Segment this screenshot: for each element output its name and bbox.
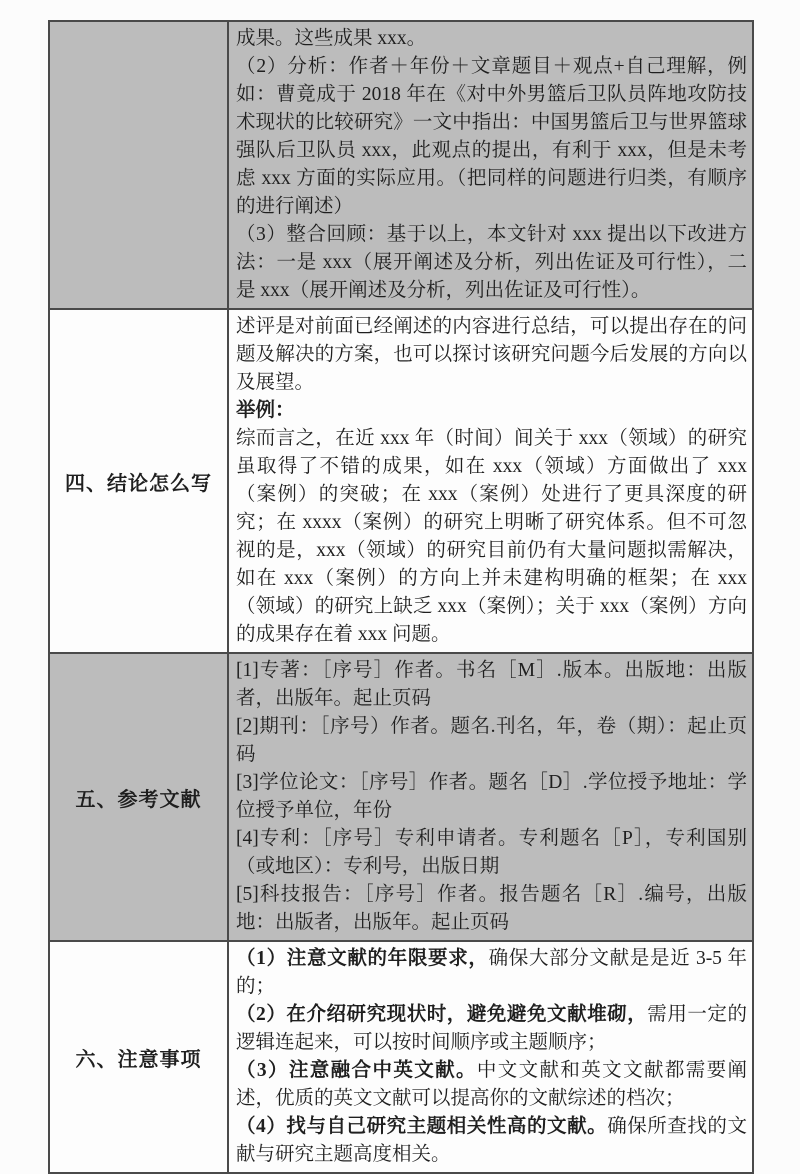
text-run: [4]专利：［序号］专利申请者。专利题名［P］，专利国别（或地区）：专利号，出版日期 bbox=[236, 828, 747, 877]
text-run: 中文文献和英文文献都需要阐述，优质的英文文献可以提高你的文献综述的档次； bbox=[236, 1060, 747, 1109]
paragraph bbox=[236, 713, 747, 769]
paragraph bbox=[236, 425, 747, 649]
row-content-cell bbox=[228, 21, 753, 309]
table-body bbox=[49, 21, 753, 1173]
literature-review-table bbox=[48, 20, 754, 1174]
paragraph bbox=[236, 1113, 747, 1169]
text-run: [3]学位论文：［序号］作者。题名［D］.学位授予地址：学位授予单位，年份 bbox=[236, 772, 747, 821]
paragraph bbox=[236, 881, 747, 937]
row-header-cell bbox=[49, 653, 228, 941]
paragraph bbox=[236, 1001, 747, 1057]
paragraph bbox=[236, 769, 747, 825]
text-run: 确保大部分文献是是近 3-5 年的； bbox=[236, 948, 747, 997]
row-header-cell bbox=[49, 21, 228, 309]
text-run: （3）整合回顾：基于以上，本文针对 xxx 提出以下改进方法：一是 xxx（展开阐述及分析，列出佐证及可行性），二是 xxx（展开阐述及分析，列出佐证及可行性）。 bbox=[236, 224, 747, 301]
text-run: 确保所查找的文献与研究主题高度相关。 bbox=[236, 1116, 747, 1165]
row-header-label: 六、注意事项 bbox=[75, 1048, 202, 1071]
paragraph bbox=[236, 657, 747, 713]
text-run: （2）分析：作者＋年份＋文章题目＋观点+自己理解，例如：曹竟成于 2018 年在《对中外男篮后卫队员阵地攻防技术现状的比较研究》一文中指出：中国男篮后卫与世界篮球强队后卫队员 xxx，此观点的提出，有利于 xxx，但是未考虑 xxx 方面的实际应用。（把同样的问题进行归类，有顺序的进行阐述） bbox=[236, 56, 747, 217]
bold-text-run: （2）在介绍研究现状时，避免避免文献堆砌， bbox=[236, 1004, 648, 1025]
text-run: 成果。这些成果 xxx。 bbox=[236, 28, 427, 49]
paragraph bbox=[236, 25, 747, 53]
text-run: [2]期刊：［序号）作者。题名.刊名，年，卷（期）：起止页码 bbox=[236, 716, 747, 765]
text-run: 需用一定的逻辑连起来，可以按时间顺序或主题顺序； bbox=[236, 1004, 747, 1053]
text-run: 述评是对前面已经阐述的内容进行总结，可以提出存在的问题及解决的方案，也可以探讨该研究问题今后发展的方向以及展望。 bbox=[236, 316, 747, 393]
bold-text-run: （1）注意文献的年限要求， bbox=[236, 948, 489, 969]
row-content-cell bbox=[228, 941, 753, 1173]
text-run: 综而言之，在近 xxx 年（时间）间关于 xxx（领域）的研究虽取得了不错的成果，如在 xxx（领域）方面做出了 xxx（案例）的突破；在 xxx（案例）处进行了更具深度的研究；在 xxxx（案例）的研究上明晰了研究体系。但不可忽视的是，xxx（领域）的研究目前仍有大量问题拟需解决，如在 xxx（案例）的方向上并未建构明确的框架；在 xxx（领域）的研究上缺乏 xxx（案例）；关于 xxx（案例）方向的成果存在着 xxx 问题。 bbox=[236, 428, 747, 645]
row-content-cell bbox=[228, 309, 753, 653]
paragraph bbox=[236, 825, 747, 881]
table-row-continuation bbox=[49, 21, 753, 309]
row-header-cell bbox=[49, 941, 228, 1173]
paragraph bbox=[236, 397, 747, 425]
paragraph bbox=[236, 53, 747, 221]
row-header-label: 五、参考文献 bbox=[75, 788, 202, 811]
table-row-references bbox=[49, 653, 753, 941]
paragraph bbox=[236, 1057, 747, 1113]
text-run: [5]科技报告：［序号］作者。报告题名［R］.编号，出版地：出版者，出版年。起止页码 bbox=[236, 884, 747, 933]
paragraph bbox=[236, 313, 747, 397]
row-header-cell bbox=[49, 309, 228, 653]
table-row-conclusion bbox=[49, 309, 753, 653]
paragraph bbox=[236, 221, 747, 305]
bold-text-run: 举例： bbox=[236, 400, 295, 421]
row-header-label: 四、结论怎么写 bbox=[65, 472, 212, 495]
row-content-cell bbox=[228, 653, 753, 941]
paragraph bbox=[236, 945, 747, 1001]
text-run: [1]专著：［序号］作者。书名［M］.版本。出版地：出版者，出版年。起止页码 bbox=[236, 660, 747, 709]
bold-text-run: （3）注意融合中英文献。 bbox=[236, 1060, 477, 1081]
bold-text-run: （4）找与自己研究主题相关性高的文献。 bbox=[236, 1116, 608, 1137]
table-row-notes bbox=[49, 941, 753, 1173]
